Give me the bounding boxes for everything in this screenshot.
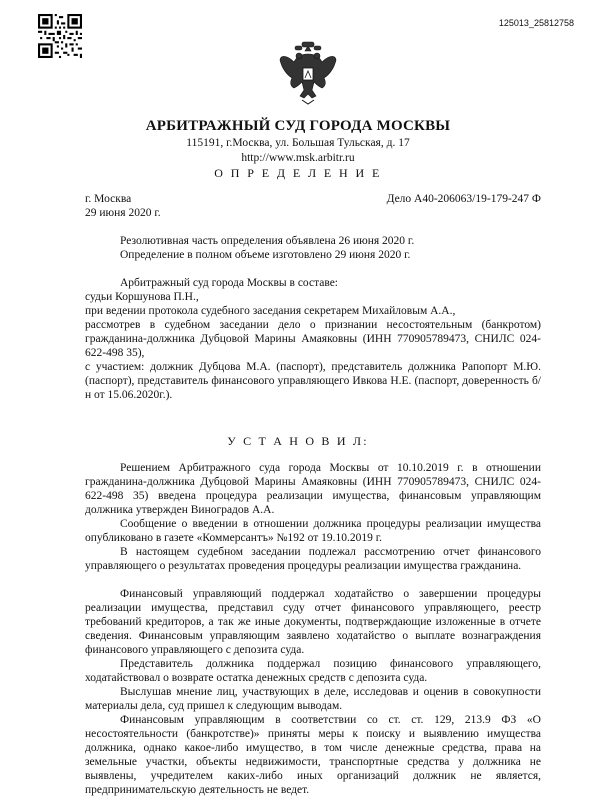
document-city: г. Москва (85, 193, 132, 205)
court-website: http://www.msk.arbitr.ru (241, 152, 355, 164)
case-number: Дело А40-206063/19-179-247 Ф (386, 193, 541, 205)
paragraph: В настоящем судебном заседании подлежал рассмотрению отчет финансового управляющего о результатах проведения процедуры реализации имущества гражданина. (85, 546, 541, 572)
document-id: 125013_25812758 (498, 18, 574, 28)
paragraph: Сообщение о введении в отношении должника процедуры реализации имущества опубликовано в газете «Коммерсантъ» №192 от 19.10.2019 г. (85, 518, 541, 544)
established-heading: У С Т А Н О В И Л: (227, 434, 369, 448)
paragraph: Финансовый управляющий поддержал ходатайство о завершении процедуры реализации имущества, представил суду отчет финансового управляющего, реестр требований кредиторов, а так же иные документы, подтверждающие изложенные в отчете сведения. Финансовым управляющим заявлено ходатайство о выплате вознаграждения финансового управляющего с депозита суда. (85, 588, 541, 656)
court-address: 115191, г.Москва, ул. Большая Тульская, д. 17 (186, 137, 410, 149)
document-date: 29 июня 2020 г. (85, 207, 161, 219)
case-description: рассмотрев в судебном заседании дело о признании несостоятельным (банкротом) гражданина-должника Дубцовой Марины Амаяковны (ИНН 770905789473, СНИЛС 024-622-498 35), (85, 319, 541, 359)
judge-line: судьи Коршунова П.Н., (85, 291, 199, 303)
coat-of-arms-icon (278, 38, 338, 106)
participants: с участием: должник Дубцова М.А. (паспорт), представитель должника Рапопорт М.Ю. (паспорт), представитель финансового управляющего Ивкова Н.Е. (паспорт, доверенность б/н от 15.06.2020г.). (85, 361, 541, 401)
full-text-announcement: Определение в полном объеме изготовлено 29 июня 2020 г. (120, 249, 411, 261)
secretary-line: при ведении протокола судебного заседания секретарем Михайловым А.А., (85, 305, 456, 317)
paragraph: Выслушав мнение лиц, участвующих в деле, исследовав и оценив в совокупности материалы дела, суд пришел к следующим выводам. (85, 686, 541, 712)
qr-code (38, 14, 82, 58)
paragraph: Представитель должника поддержал позицию финансового управляющего, ходатайствовал о возврате остатка денежных средств с депозита суда. (85, 658, 541, 684)
court-title: АРБИТРАЖНЫЙ СУД ГОРОДА МОСКВЫ (145, 118, 451, 134)
composition-intro: Арбитражный суд города Москвы в составе: (120, 277, 339, 289)
paragraph: Решением Арбитражного суда города Москвы от 10.10.2019 г. в отношении гражданина-должника Дубцовой Марины Амаяковны (ИНН 770905789473, СНИЛС 024-622-498 35) введена процедура реализации имущества, финансовым управляющим должника утвержден Виноградов А.А. (85, 462, 541, 516)
operative-part-announcement: Резолютивная часть определения объявлена 26 июня 2020 г. (120, 235, 415, 247)
document-type: О П Р Е Д Е Л Е Н И Е (214, 166, 382, 180)
paragraph: Финансовым управляющим в соответствии со ст. ст. 129, 213.9 ФЗ «О несостоятельности (банкротстве)» приняты меры к поиску и выявлению имущества должника, однако какое-либо имущество, в том числе денежные средства, права на земельные участки, объекты недвижимости, транспортные средства у должника не выявлены, учредителем каких-либо иных организаций должник не является, предпринимательскую деятельность не ведет. (85, 714, 541, 796)
